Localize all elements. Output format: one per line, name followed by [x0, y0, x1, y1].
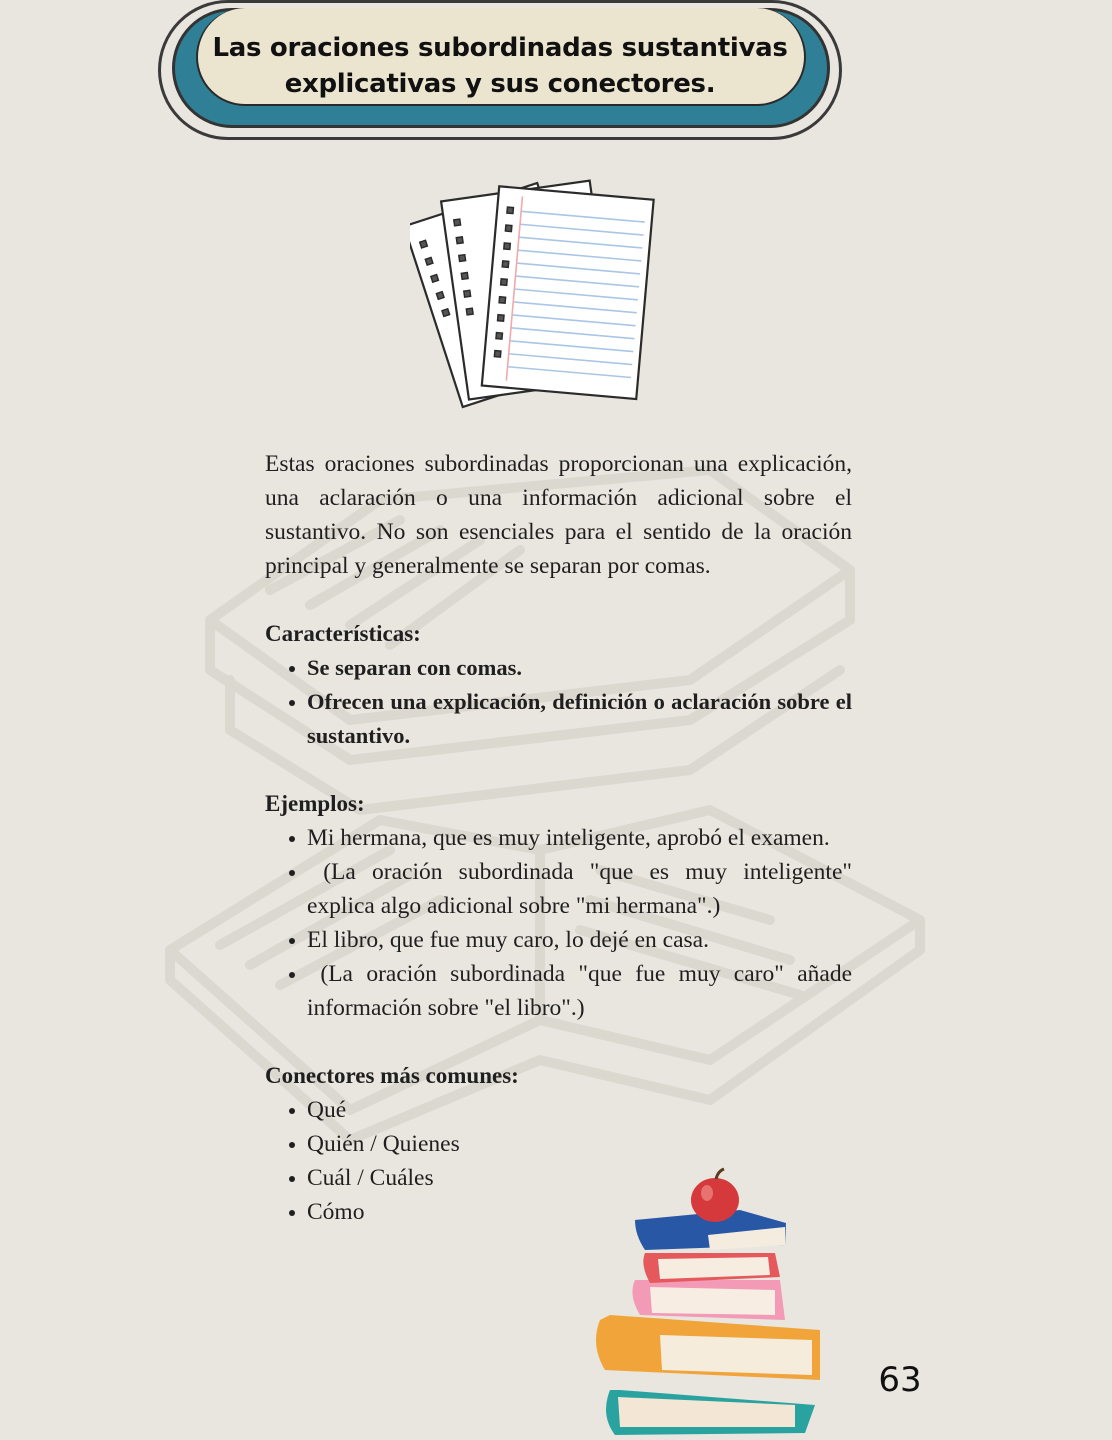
characteristics-list — [265, 651, 852, 753]
page-number: 63 — [878, 1360, 922, 1400]
list-item: (La oración subordinada "que fue muy caro" añade información sobre "el libro".) — [307, 957, 852, 1025]
list-item: Mi hermana, que es muy inteligente, aprobó el examen. — [307, 821, 852, 855]
examples-list — [265, 821, 858, 1025]
list-item: Cuál / Cuáles — [307, 1161, 852, 1195]
book-stack-with-apple-icon — [590, 1165, 825, 1440]
list-item: (La oración subordinada "que es muy inteligente" explica algo adicional sobre "mi hermana".) — [307, 855, 852, 923]
main-content — [265, 447, 858, 1229]
examples-heading: Ejemplos: — [265, 791, 365, 816]
list-item: El libro, que fue muy caro, lo dejé en casa. — [307, 923, 852, 957]
intro-paragraph: Estas oraciones subordinadas proporcionan una explicación, una aclaración o una información adicional sobre el sustantivo. No son esenciales para el sentido de la oración principal y generalmente se separan por comas. — [265, 451, 852, 579]
list-item: Ofrecen una explicación, definición o aclaración sobre el sustantivo. — [307, 685, 852, 753]
notebook-papers-icon — [410, 170, 655, 420]
page-title — [200, 30, 800, 102]
title-line-1: Las oraciones subordinadas sustantivas — [212, 33, 788, 63]
list-item: Cómo — [307, 1195, 852, 1229]
list-item: Qué — [307, 1093, 852, 1127]
list-item: Se separan con comas. — [307, 651, 852, 685]
list-item: Quién / Quienes — [307, 1127, 852, 1161]
connectors-heading: Conectores más comunes: — [265, 1063, 519, 1088]
title-line-2: explicativas y sus conectores. — [284, 69, 716, 99]
characteristics-heading: Características: — [265, 621, 421, 646]
